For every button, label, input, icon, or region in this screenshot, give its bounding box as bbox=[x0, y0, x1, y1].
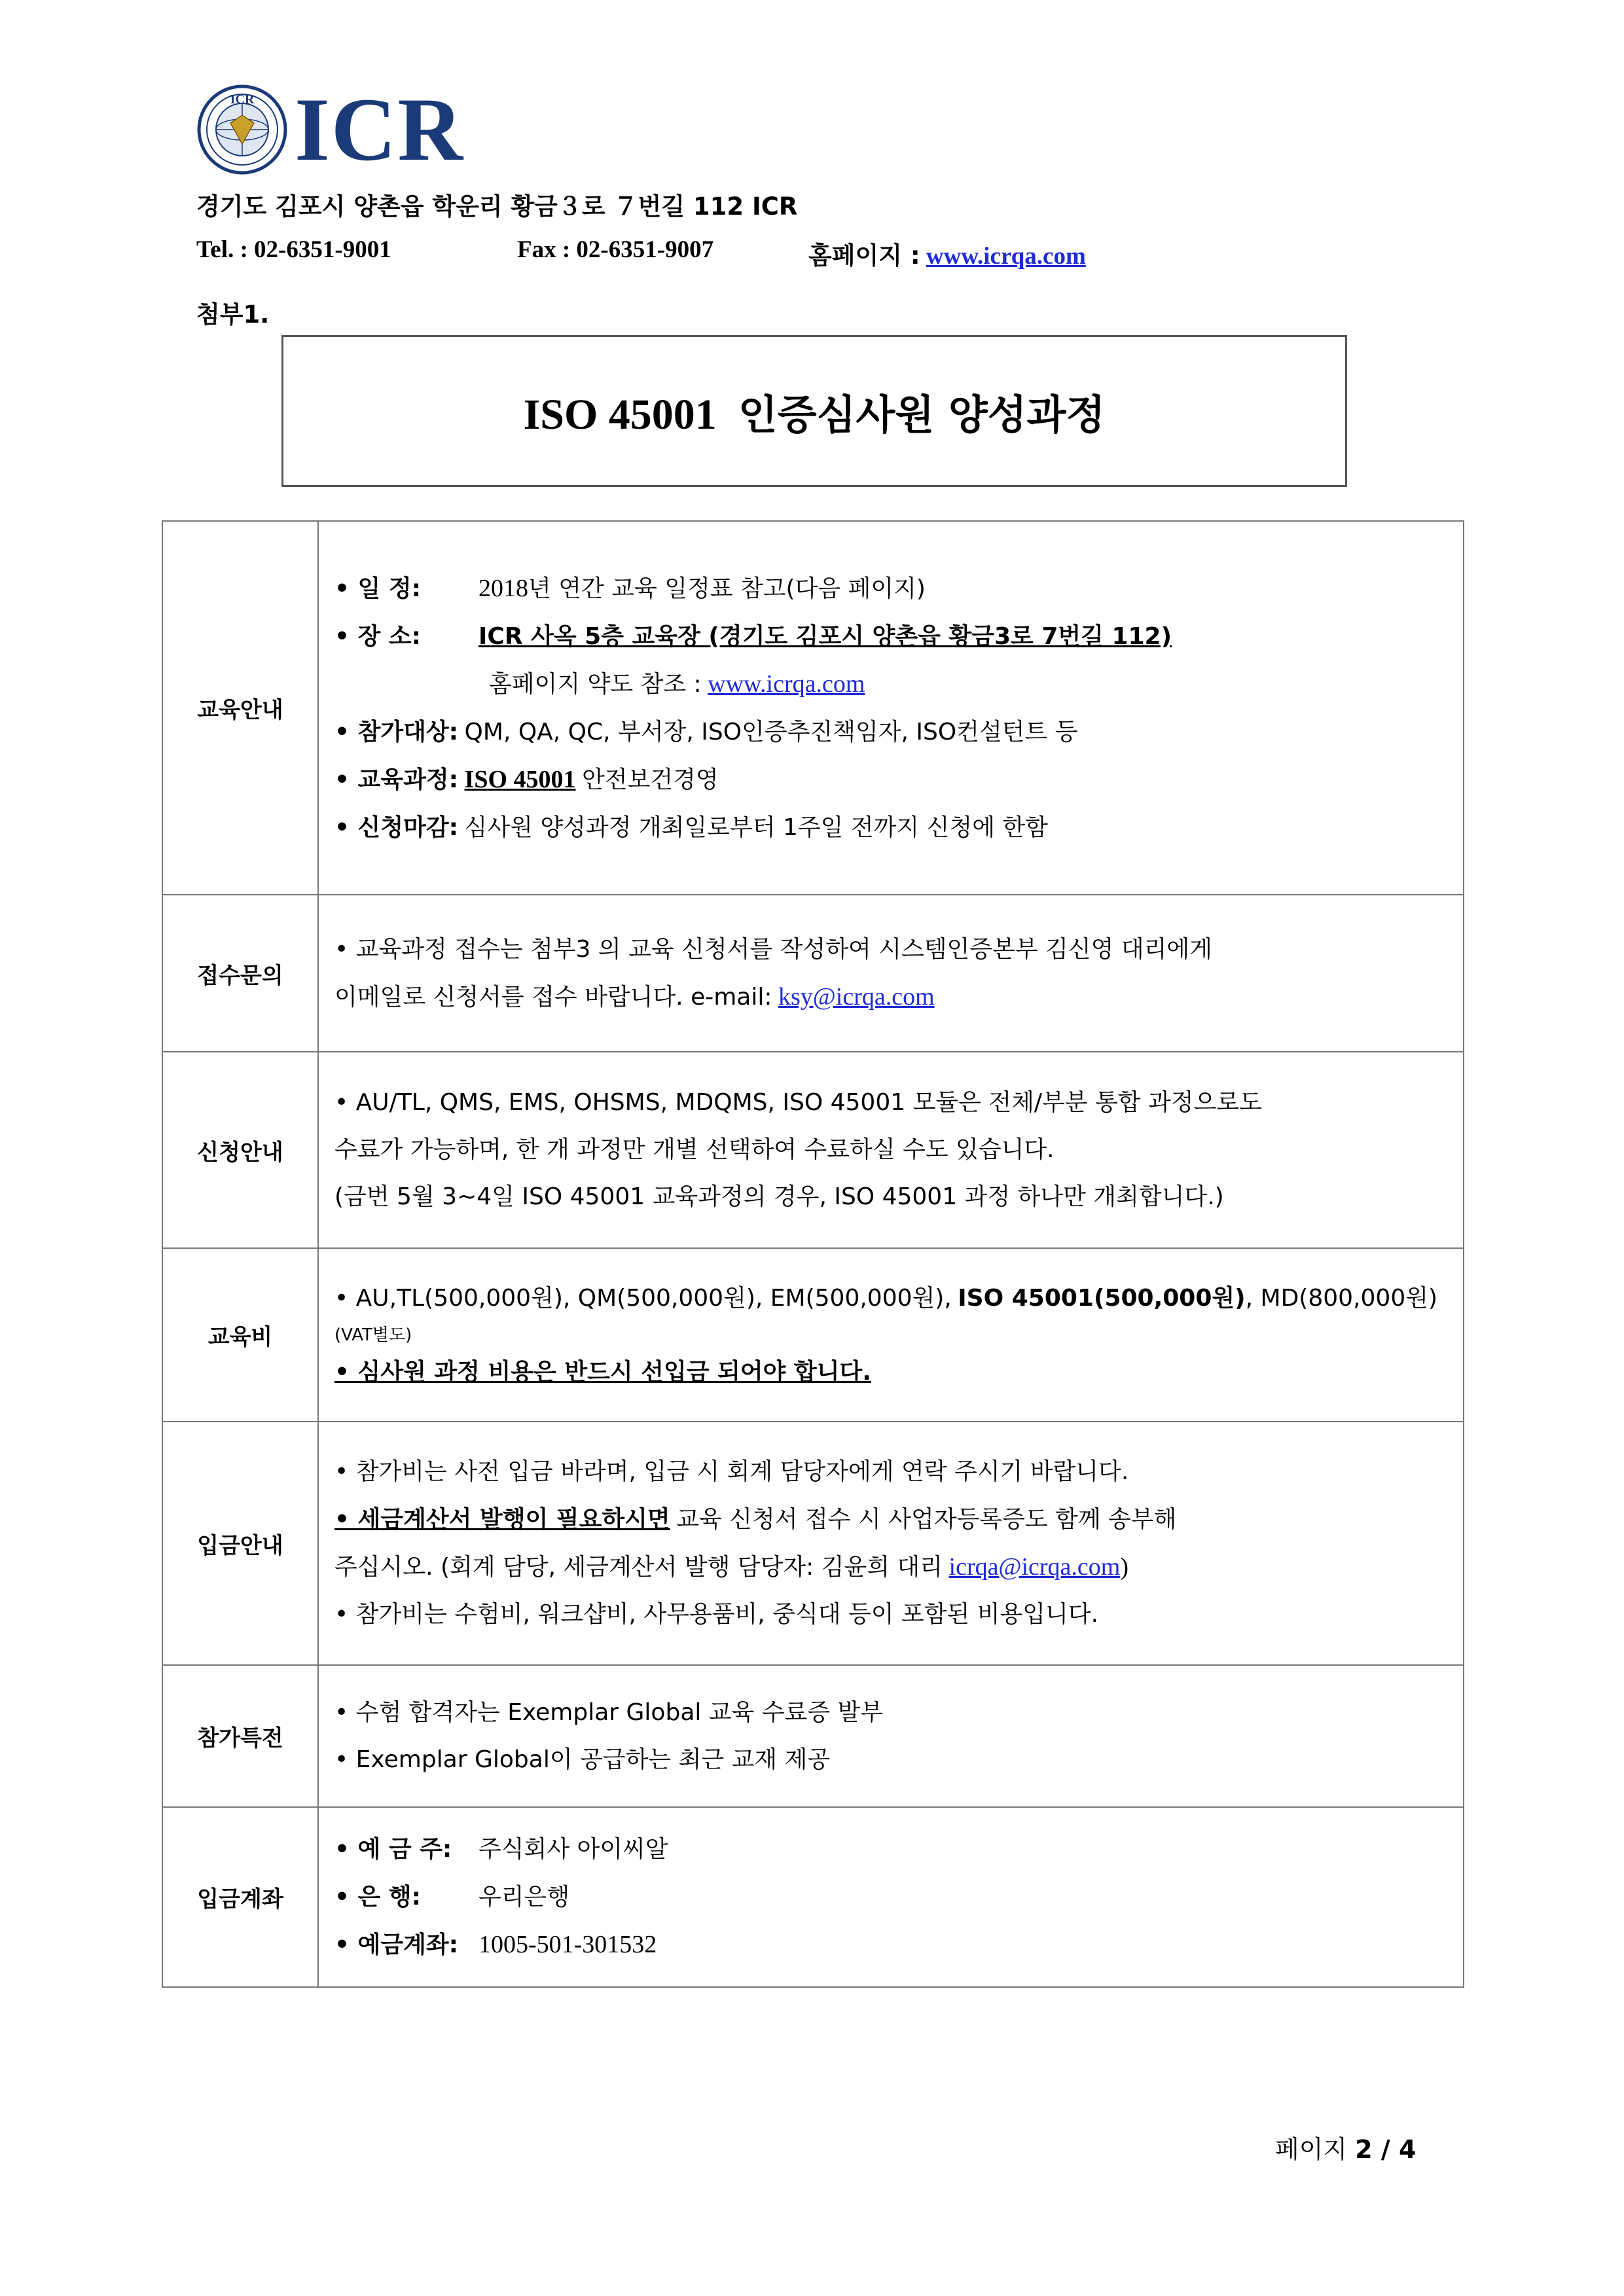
table-row-payment bbox=[162, 1422, 1464, 1665]
row-label-apply: 신청안내 bbox=[162, 1052, 318, 1248]
reception-text: 이메일로 신청서를 접수 바랍니다. e-mail: bbox=[334, 983, 772, 1011]
reception-line-2 bbox=[334, 973, 1449, 1021]
account-holder-value: 주식회사 아이씨알 bbox=[478, 1836, 668, 1863]
deadline-line bbox=[334, 804, 1449, 852]
bank-value: 우리은행 bbox=[478, 1884, 570, 1910]
benefit-line-2: • Exemplar Global이 공급하는 최근 교재 제공 bbox=[334, 1746, 831, 1773]
title-prefix: ISO 45001 bbox=[523, 390, 717, 439]
row-content-account bbox=[318, 1807, 1464, 1987]
homepage-label: 홈페이지 : bbox=[808, 242, 920, 270]
account-holder-line bbox=[334, 1825, 1449, 1873]
reception-line-1: • 교육과정 접수는 첨부3 의 교육 신청서를 작성하여 시스템인증본부 김신영 대리에게 bbox=[334, 935, 1212, 963]
place-line bbox=[334, 613, 1449, 660]
reception-email-link[interactable]: ksy@icrqa.com bbox=[778, 982, 935, 1011]
title-box bbox=[281, 335, 1347, 487]
target-key: • 참가대상: bbox=[334, 718, 459, 745]
payment-line-1: • 참가비는 사전 입금 바라며, 입금 시 회계 담당자에게 연락 주시기 바랍니다. bbox=[334, 1458, 1129, 1485]
schedule-line bbox=[334, 565, 1449, 613]
schedule-key: • 일 정: bbox=[334, 575, 422, 602]
course-key: • 교육과정: bbox=[334, 766, 459, 793]
title-suffix: 인증심사원 양성과정 bbox=[738, 390, 1106, 439]
row-label-account: 입금계좌 bbox=[162, 1807, 318, 1987]
apply-line-1: • AU/TL, QMS, EMS, OHSMS, MDQMS, ISO 45001 모듈은 전체/부분 통합 과정으로도 bbox=[334, 1089, 1262, 1116]
homepage-link[interactable]: www.icrqa.com bbox=[926, 243, 1086, 270]
account-number-value: 1005-501-301532 bbox=[478, 1931, 657, 1958]
payment-line-3 bbox=[334, 1543, 1449, 1591]
accounting-email-link[interactable]: icrqa@icrqa.com bbox=[948, 1553, 1121, 1581]
table-row-edu bbox=[162, 521, 1464, 895]
fee-prepay-notice: • 심사원 과정 비용은 반드시 선입금 되어야 합니다. bbox=[334, 1358, 871, 1386]
deadline-value: 심사원 양성과정 개최일로부터 1주일 전까지 신청에 한함 bbox=[464, 814, 1048, 841]
row-content-edu bbox=[318, 521, 1464, 895]
attachment-label: 첨부1. bbox=[196, 300, 270, 329]
bank-line bbox=[334, 1873, 1449, 1921]
place-value: ICR 사옥 5층 교육장 (경기도 김포시 양촌읍 황금3로 7번길 112) bbox=[478, 622, 1172, 650]
row-content-payment bbox=[318, 1422, 1464, 1665]
phone-number: Tel. : 02-6351-9001 bbox=[196, 236, 391, 263]
tax-invoice-notice: • 세금계산서 발행이 필요하시면 bbox=[334, 1506, 670, 1533]
course-value: 안전보건경영 bbox=[582, 766, 719, 793]
place-key: • 장 소: bbox=[334, 622, 422, 650]
benefit-line-1: • 수험 합격자는 Exemplar Global 교육 수료증 발부 bbox=[334, 1698, 884, 1726]
page-number bbox=[1275, 2129, 1416, 2165]
account-number-key: • 예금계좌: bbox=[334, 1931, 459, 1958]
fee-vat-note: (VAT별도) bbox=[334, 1325, 412, 1345]
course-line bbox=[334, 756, 1449, 804]
fee-line-1 bbox=[334, 1274, 1449, 1322]
deadline-key: • 신청마감: bbox=[334, 814, 459, 841]
apply-line-2: 수료가 가능하며, 한 개 과정만 개별 선택하여 수료하실 수도 있습니다. bbox=[334, 1136, 1055, 1163]
schedule-year: 2018 bbox=[478, 574, 528, 602]
tax-invoice-instructions: 교육 신청서 접수 시 사업자등록증도 함께 송부해 bbox=[676, 1506, 1177, 1533]
place-note: 홈페이지 약도 참조 : bbox=[489, 670, 702, 698]
row-content-apply bbox=[318, 1052, 1464, 1248]
target-value: QM, QA, QC, 부서장, ISO인증추진책임자, ISO컨설턴트 등 bbox=[464, 718, 1078, 745]
row-content-reception bbox=[318, 895, 1464, 1052]
table-row-fee bbox=[162, 1248, 1464, 1422]
logo-wordmark: ICR bbox=[295, 79, 465, 179]
row-label-fee: 교육비 bbox=[162, 1248, 318, 1422]
company-logo bbox=[196, 79, 465, 179]
row-label-reception: 접수문의 bbox=[162, 895, 318, 1052]
company-address: 경기도 김포시 양촌읍 학운리 황금３로 ７번길 112 ICR bbox=[196, 192, 798, 221]
accounting-contact: 주십시오. (회계 담당, 세금계산서 발행 담당자: 김윤희 대리 bbox=[334, 1554, 943, 1581]
payment-line-2 bbox=[334, 1496, 1449, 1543]
row-label-edu: 교육안내 bbox=[162, 521, 318, 895]
header bbox=[196, 79, 465, 179]
page-label: 페이지 bbox=[1275, 2135, 1348, 2164]
row-label-benefit: 참가특전 bbox=[162, 1665, 318, 1807]
icr-seal-icon bbox=[196, 84, 288, 175]
page-title bbox=[524, 382, 1106, 440]
table-row-reception bbox=[162, 895, 1464, 1052]
homepage bbox=[808, 236, 1086, 271]
fee-line-2 bbox=[334, 1348, 1449, 1396]
table-row-apply bbox=[162, 1052, 1464, 1248]
accounting-contact-end: ) bbox=[1120, 1553, 1128, 1581]
row-content-fee bbox=[318, 1248, 1464, 1422]
target-line bbox=[334, 708, 1449, 756]
fax-number: Fax : 02-6351-9007 bbox=[517, 236, 714, 263]
bank-key: • 은 행: bbox=[334, 1884, 422, 1910]
svg-text:ICR: ICR bbox=[230, 92, 255, 107]
place-map-link[interactable]: www.icrqa.com bbox=[708, 670, 865, 698]
payment-line-4: • 참가비는 수험비, 워크샵비, 사무용품비, 중식대 등이 포함된 비용입니다. bbox=[334, 1601, 1099, 1628]
account-holder-key: • 예 금 주: bbox=[334, 1836, 452, 1863]
fee-md: , MD(800,000원) bbox=[1245, 1284, 1438, 1312]
account-number-line bbox=[334, 1921, 1449, 1969]
table-row-benefit bbox=[162, 1665, 1464, 1807]
course-iso: ISO 45001 bbox=[464, 765, 576, 793]
apply-line-3: (금번 5월 3~4일 ISO 45001 교육과정의 경우, ISO 45001 과정 하나만 개최합니다.) bbox=[334, 1183, 1224, 1210]
table-row-account bbox=[162, 1807, 1464, 1987]
place-note-line bbox=[334, 660, 1449, 708]
row-content-benefit bbox=[318, 1665, 1464, 1807]
row-label-payment: 입금안내 bbox=[162, 1422, 318, 1665]
page-value: 2 / 4 bbox=[1355, 2135, 1416, 2164]
course-info-table bbox=[162, 520, 1464, 1988]
fee-iso: ISO 45001(500,000원) bbox=[958, 1284, 1246, 1312]
schedule-value: 년 연간 교육 일정표 참고(다음 페이지) bbox=[528, 575, 926, 602]
contact-line bbox=[196, 236, 1086, 270]
fee-list: • AU,TL(500,000원), QM(500,000원), EM(500,000원), bbox=[334, 1284, 952, 1312]
